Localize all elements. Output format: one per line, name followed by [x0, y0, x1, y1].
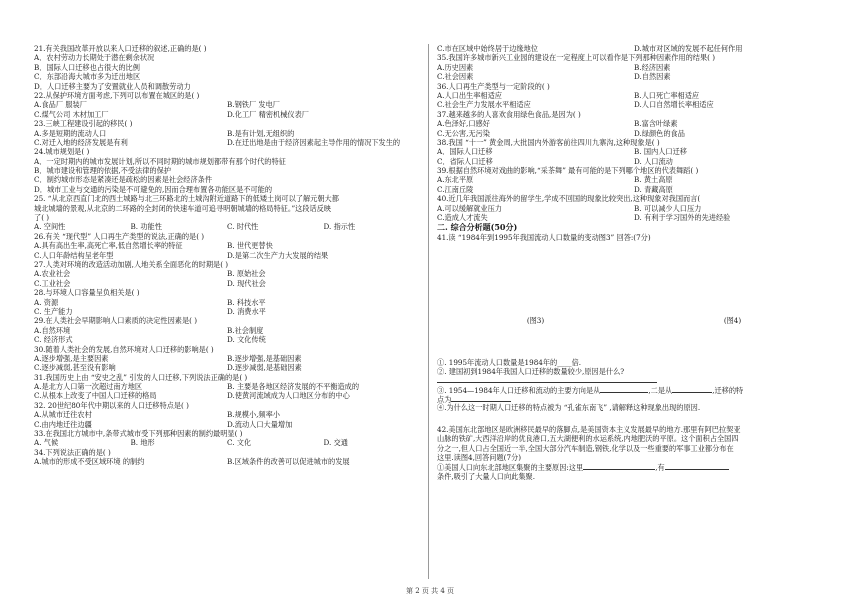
option-c[interactable]: C.社会生产力发展水平相适应: [437, 100, 531, 110]
question-stem: 32. 20世纪80年代中期以来的人口迁移特点是( ): [34, 400, 189, 410]
figure-captions: [437, 316, 831, 328]
option-c[interactable]: C.煤气公司 木材加工厂: [34, 109, 109, 119]
sub-question-3: ③. 1954—1984年人口迁移和流动的主要方向是从 ,二是从 ,迁移的特: [437, 385, 744, 394]
option-c[interactable]: C.由内地迁往边疆: [34, 419, 92, 429]
question-stem: 38.我国 “十一” 黄金周,大批国内外游客前往四川九寨沟,这种现象是( ): [437, 137, 660, 147]
option-a[interactable]: A.人口出生率相适应: [437, 90, 502, 100]
option-c[interactable]: C. 经济形式: [34, 335, 73, 345]
question-stem: 31.我国历史上由 “安史之乱” 引发的人口迁移,下列说法正确的是( ): [34, 372, 248, 382]
section-heading: 二. 综合分析题(50分): [437, 222, 518, 233]
sub-question-2: ②. 建国初到1984年我国人口迁移的数量较少,原因是什么?: [437, 367, 625, 377]
option-b[interactable]: B. 可以减少人口压力: [634, 203, 702, 213]
option-b[interactable]: B．国际人口迁移也占很大的比例: [34, 62, 140, 72]
answer-blank[interactable]: [672, 385, 712, 393]
figure-3-caption: (图3): [526, 315, 545, 325]
option-c[interactable]: C.工业社会: [34, 278, 71, 288]
answer-line[interactable]: [437, 377, 657, 383]
option-d[interactable]: D.化工厂 精密机械仪表厂: [227, 109, 309, 119]
option-c[interactable]: C. 文化: [227, 438, 252, 448]
question-stem: 39.根据自然环境对戏曲的影响,“采茶舞” 最有可能的是下列哪个地区的代表舞蹈( ): [437, 166, 699, 176]
question-stem: 34.下列说法正确的是( ): [34, 447, 111, 457]
question-41: [437, 233, 831, 412]
question-stem-line: 了( ): [34, 213, 50, 223]
question-30: [34, 345, 420, 373]
option-d[interactable]: D.自然因素: [634, 72, 671, 82]
question-stem: 36.人口再生产类型与一定阶段的( ): [437, 81, 550, 91]
option-c[interactable]: C.无公害,无污染: [437, 128, 490, 138]
option-c[interactable]: C.从根本上改变了中国人口迁移的格局: [34, 391, 157, 401]
option-b[interactable]: B.钢铁厂 发电厂: [227, 100, 280, 110]
question-21: [34, 44, 420, 91]
question-stem-line: 城北城墙的景观,从北京的二环路的全封闭的快速车道可追寻明朝城墙的格局特征。”这段话反映: [34, 203, 332, 213]
question-32: [34, 401, 420, 429]
option-a[interactable]: A．农村劳动力长期处于潜在剩余状况: [34, 53, 155, 63]
option-a[interactable]: A. 气候: [34, 438, 59, 448]
option-b[interactable]: B. 国内人口迁移: [634, 147, 687, 157]
question-34-continued: [437, 44, 831, 53]
option-a[interactable]: A.多是短期的流动人口: [34, 128, 107, 138]
option-b[interactable]: B.经济因素: [634, 62, 671, 72]
option-b[interactable]: B.逐步增强,是基础因素: [227, 353, 302, 363]
option-b[interactable]: B. 世代更替快: [227, 241, 273, 251]
option-d[interactable]: D. 指示性: [323, 222, 356, 232]
option-b[interactable]: B. 黄土高原: [634, 175, 673, 185]
option-a[interactable]: A.东北平原: [437, 175, 474, 185]
option-d[interactable]: D. 文化传统: [227, 335, 266, 345]
option-c[interactable]: C.逐步减弱,甚至没有影响: [34, 363, 116, 373]
question-26: [34, 232, 420, 260]
option-d[interactable]: D.绿颜色的食品: [634, 128, 685, 138]
answer-blank[interactable]: [451, 394, 511, 402]
option-c[interactable]: C．省际人口迁移: [437, 156, 493, 166]
question-25: [34, 194, 420, 232]
option-c[interactable]: C.人口年龄结构呈老年型: [34, 250, 114, 260]
question-text-line: 42.美国东北部地区是欧洲移民最早的落脚点,是美国资本主义发展最早的地方.那里有阿巴拉契亚: [437, 424, 741, 434]
option-c[interactable]: C.江南丘陵: [437, 184, 474, 194]
option-a[interactable]: A．国际人口迁移: [437, 147, 493, 157]
question-34: [34, 448, 420, 467]
answer-blank[interactable]: [665, 462, 729, 470]
question-stem: 28.与环境人口容量呈负相关是( ): [34, 288, 140, 298]
option-d[interactable]: D.城市对区域的发展不起任何作用: [634, 44, 743, 53]
option-c[interactable]: C.对迁入地的经济发展是有利: [34, 137, 128, 147]
sub-question-4: ④.为什么这一时期人口迁移的特点被为 “孔雀东南飞” ,请解释这种现象出现的原因.: [437, 403, 701, 413]
option-d[interactable]: D.逐步减弱,是基础因素: [227, 363, 302, 373]
question-text-line: 分之一,但人口占全国近一半,全国大部分汽车制造,钢铁,化学以及一些重要的军事工业都分布在: [437, 443, 734, 453]
question-text-line: 这里.读图4,回答问题(7分): [437, 452, 522, 462]
option-c[interactable]: C. 时代性: [227, 222, 259, 232]
question-stem: 35.我国许多城市新兴工业园的建设在一定程度上可以看作是下列那种因素作用的结果( ): [437, 53, 716, 63]
left-column: [34, 44, 420, 467]
figure-4-caption: (图4): [723, 315, 742, 325]
sub-question-3-cont: 点为: [437, 394, 831, 403]
option-a[interactable]: A.历史因素: [437, 62, 474, 72]
option-d[interactable]: D.使黄河流域成为人口地区分布的中心: [227, 391, 350, 401]
option-c[interactable]: C．制约城市形态是紧凑还是疏松的因素是社会经济条件: [34, 175, 213, 185]
option-d[interactable]: D.在迁出地是由于经济因素起主导作用的情况下发生的: [227, 137, 401, 147]
option-a[interactable]: A. 资源: [34, 297, 59, 307]
question-38: [437, 138, 831, 166]
option-b[interactable]: B.社会制度: [227, 325, 264, 335]
option-d[interactable]: D. 消费水平: [227, 306, 266, 316]
option-d[interactable]: D．城市工业与交通的污染是不可避免的,因而合理布置各功能区是不可能的: [34, 184, 273, 194]
option-a[interactable]: A.是北方人口第一次超过南方地区: [34, 382, 143, 392]
option-a[interactable]: A. 空间性: [34, 222, 66, 232]
option-b[interactable]: B．城市建设和管理的依据,不受法律的保护: [34, 166, 171, 176]
option-d[interactable]: D. 有利于学习国外的先进经验: [634, 213, 731, 223]
column-divider: [428, 44, 429, 579]
question-stem: 37.越来越多的人喜欢食用绿色食品,是因为( ): [437, 109, 581, 119]
option-a[interactable]: A.具有高出生率,高死亡率,低自然增长率的特征: [34, 241, 183, 251]
option-b[interactable]: B. 科技水平: [227, 297, 266, 307]
option-c[interactable]: C.社会因素: [437, 72, 474, 82]
question-36: [437, 82, 831, 110]
question-22: [34, 91, 420, 119]
option-a[interactable]: A.食品厂 服装厂: [34, 100, 87, 110]
option-a[interactable]: A.自然环境: [34, 325, 71, 335]
right-column: [437, 44, 831, 481]
option-a[interactable]: A.农业社会: [34, 269, 71, 279]
option-c[interactable]: C．东部沿海大城市多为迁出地区: [34, 72, 141, 82]
question-stem: 27.人类对环境的改造活动加剧,人地关系全面恶化的时期是( ): [34, 259, 229, 269]
option-c[interactable]: C.造成人才流失: [437, 213, 488, 223]
option-b[interactable]: B.区域条件的改善可以促进城市的发展: [227, 457, 350, 467]
option-d[interactable]: D. 青藏高原: [634, 184, 673, 194]
question-33: [34, 429, 420, 448]
question-stem: 41.读 “1984年到1995年我国流动人口数量的变动图3” 回答:(7分): [437, 233, 651, 243]
option-d[interactable]: D. 现代社会: [227, 278, 266, 288]
question-stem: 26.有关 “现代型” 人口再生产类型的说法,正确的是( ): [34, 231, 205, 241]
option-a[interactable]: A．一定时期内的城市发展计划,所以不同时期的城市规划都带有那个时代的特征: [34, 156, 286, 166]
question-29: [34, 316, 420, 344]
question-40: [437, 194, 831, 222]
question-stem: 33.在我国北方城市中,条带式城市受下列那种因素的制约最明显( ): [34, 429, 243, 439]
question-39: [437, 166, 831, 194]
question-stem: 40.近几年我国派往海外的留学生,学成不回国的现象比较突出,这种现象对我国而言(: [437, 194, 701, 204]
option-b[interactable]: B.是有计划,无组织的: [227, 128, 295, 138]
question-23: [34, 119, 420, 147]
option-b[interactable]: B.规模小,频率小: [227, 410, 280, 420]
option-a[interactable]: A.逐步增强,是主要因素: [34, 353, 109, 363]
sub-question-1: ①美国人口向东北部地区集聚的主要原因:这里 ,有: [437, 462, 831, 471]
question-stem-line: 25. “从北京西直门北的西土城路与北三环路北的土城沟附近道路下的低矮土岗可以了解元朝大都: [34, 194, 339, 204]
option-b[interactable]: B. 主要是各地区经济发展的不平衡造成的: [227, 382, 360, 392]
question-27: [34, 260, 420, 288]
option-b[interactable]: B. 原始社会: [227, 269, 266, 279]
option-b[interactable]: B. 功能性: [130, 222, 162, 232]
question-31: [34, 373, 420, 401]
option-d[interactable]: D.人口自然增长率相适应: [634, 100, 714, 110]
option-d[interactable]: D．人口迁移主要为了安置就业人员和调散劳动力: [34, 81, 191, 91]
option-a[interactable]: A.色泽好,口感好: [437, 119, 490, 129]
option-b[interactable]: B. 地形: [130, 438, 155, 448]
question-stem: 29.在人类社会早期影响人口素质的决定性因素是( ): [34, 316, 198, 326]
question-42: [437, 425, 831, 481]
option-a[interactable]: A.城市的形成不受区域环境 的制约: [34, 457, 145, 467]
option-d[interactable]: D. 交通: [323, 438, 348, 448]
question-stem: 24.城市规划是( ): [34, 147, 90, 157]
option-a[interactable]: A.从城市迁往农村: [34, 410, 92, 420]
sub-question-1: ①. 1995年流动人口数量是1984年的____倍.: [437, 357, 582, 367]
option-a[interactable]: A.可以缓解就业压力: [437, 203, 502, 213]
question-35: [437, 53, 831, 81]
option-b[interactable]: B.人口死亡率相适应: [634, 90, 700, 100]
question-stem: 21.有关我国改革开放以来人口迁移的叙述,正确的是( ): [34, 44, 207, 53]
question-37: [437, 110, 831, 138]
question-stem: 30.随着人类社会的发展,自然环境对人口迁移的影响是( ): [34, 344, 214, 354]
option-b[interactable]: B.富含叶绿素: [634, 119, 678, 129]
option-c[interactable]: C.市在区域中始终居于边缘地位: [437, 44, 538, 53]
answer-blank[interactable]: [600, 385, 648, 393]
question-text-line: 山脉的铁矿,大西洋沿岸的优良港口,五大湖便利的水运系统,内地肥沃的平原。这个面积占全国四: [437, 434, 739, 444]
page-footer: 第 2 页 共 4 页: [405, 587, 455, 595]
option-c[interactable]: C. 生产能力: [34, 306, 73, 316]
option-d[interactable]: D.流动人口大量增加: [227, 419, 293, 429]
option-d[interactable]: D. 人口流动: [634, 156, 673, 166]
question-stem: 23.三峡工程建设引起的移民( ): [34, 119, 133, 129]
question-stem: 22.从保护环境方面考虑,下列可以布置在城区的是( ): [34, 90, 200, 100]
option-d[interactable]: D.是第二次生产力大发展的结果: [227, 250, 329, 260]
sub-question-1-cont: 条件,吸引了大量人口向此集聚.: [437, 471, 536, 481]
answer-blank[interactable]: [583, 462, 655, 470]
question-24: [34, 147, 420, 194]
question-28: [34, 288, 420, 316]
